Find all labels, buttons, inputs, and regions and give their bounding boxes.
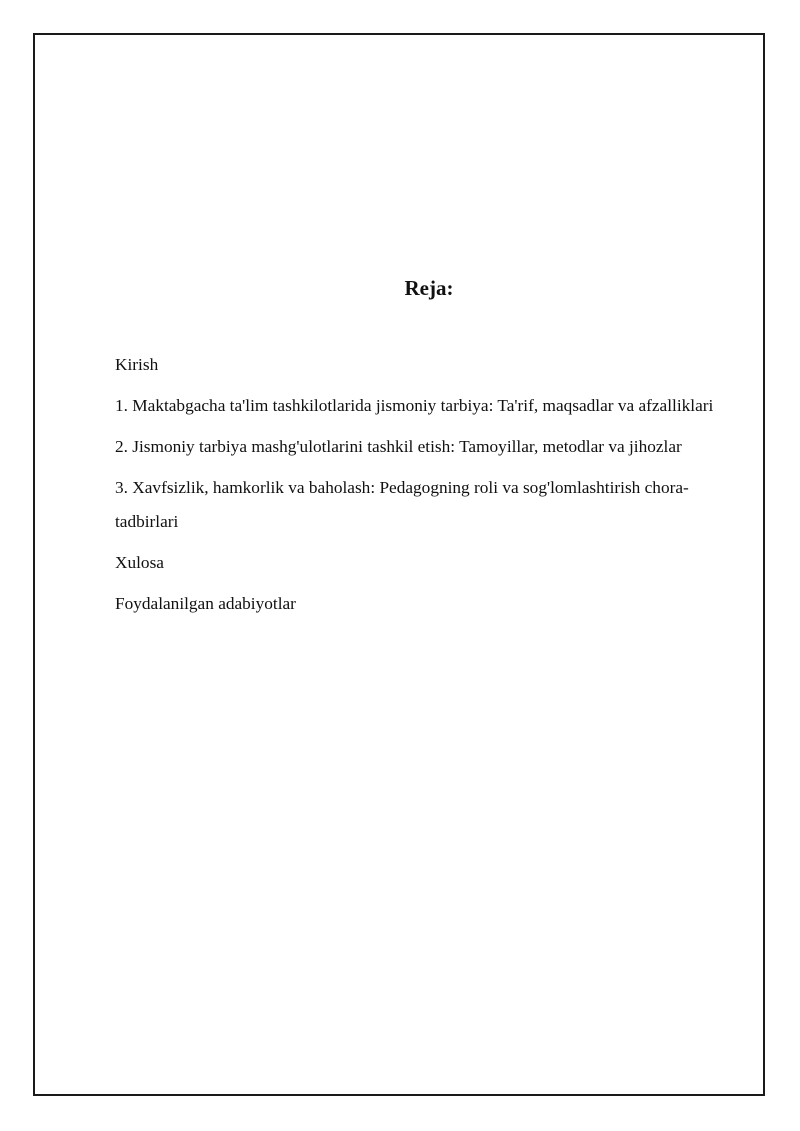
plan-item-chapter-3: 3. Xavfsizlik, hamkorlik va baholash: Pedagogning roli va sog'lomlashtirish chora-tadbirlari — [115, 478, 689, 531]
plan-item-conclusion: Xulosa — [115, 553, 164, 572]
plan-item-introduction: Kirish — [115, 355, 159, 374]
plan-item-chapter-1: 1. Maktabgacha ta'lim tashkilotlarida jismoniy tarbiya: Ta'rif, maqsadlar va afzalliklari — [115, 396, 714, 415]
plan-item-chapter-2: 2. Jismoniy tarbiya mashg'ulotlarini tashkil etish: Tamoyillar, metodlar va jihozlar — [115, 437, 682, 456]
plan-title: Reja: — [404, 276, 454, 300]
plan-list — [115, 348, 743, 628]
plan-item-references: Foydalanilgan adabiyotlar — [115, 594, 296, 613]
